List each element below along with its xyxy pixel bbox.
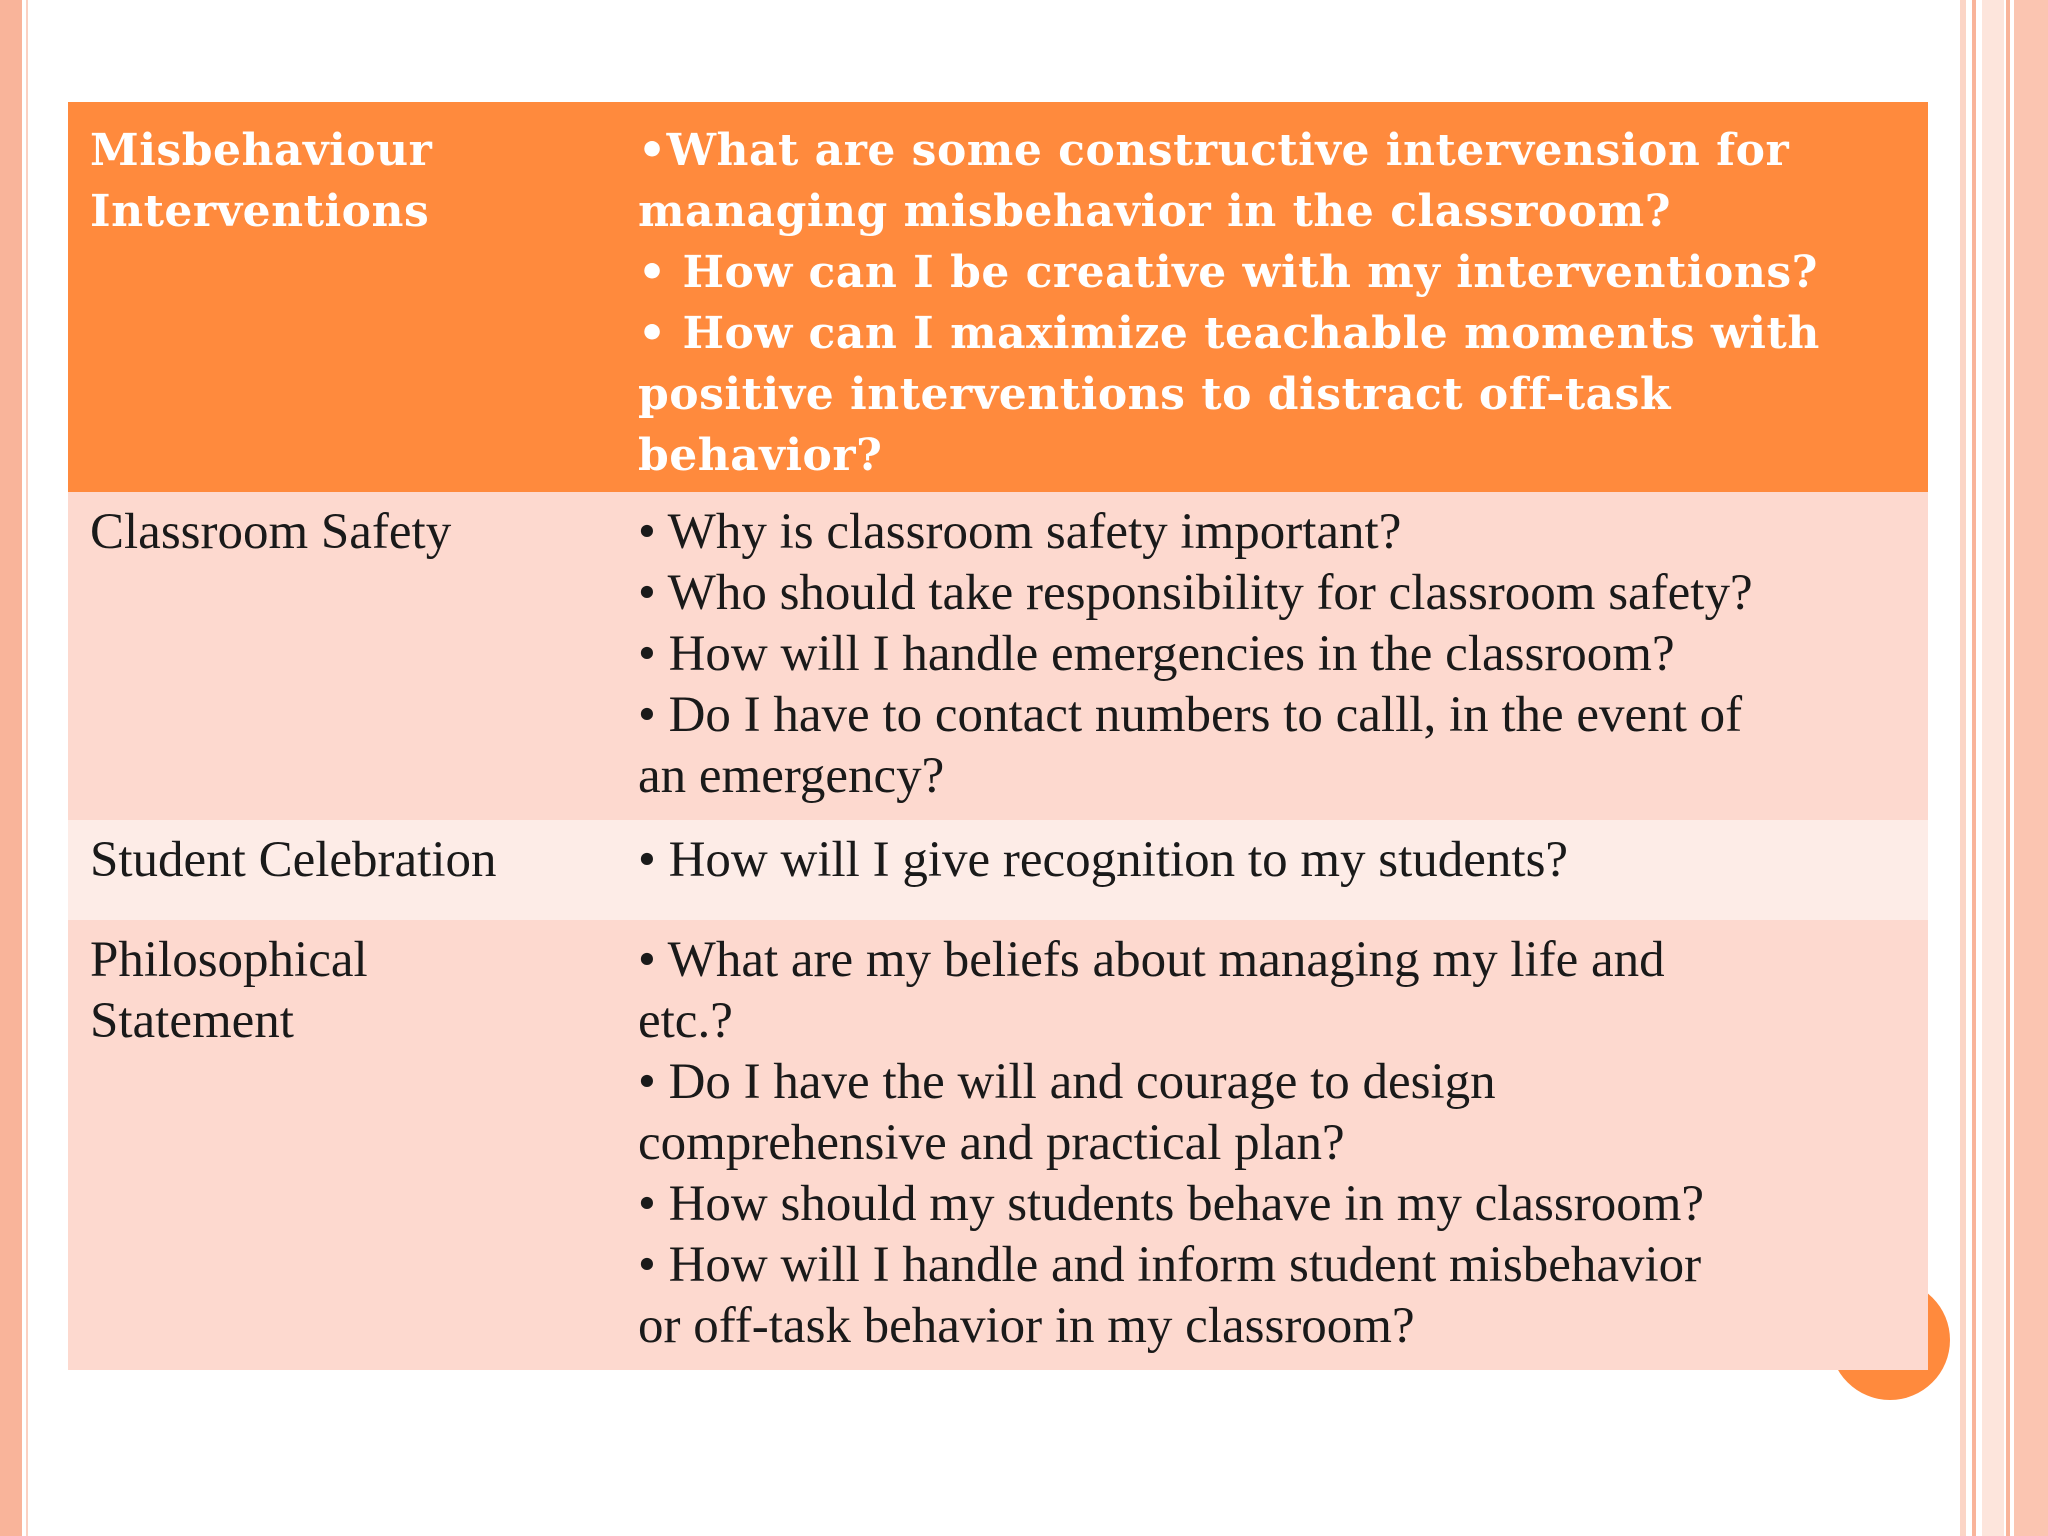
row-label-line: Classroom Safety xyxy=(90,504,452,560)
bullet-line: • Who should take responsibility for classroom safety? xyxy=(638,565,1753,621)
left-border-line xyxy=(26,0,28,1536)
bullet-line: • Why is classroom safety important? xyxy=(638,504,1402,560)
row-label-cell xyxy=(68,110,638,492)
row-label-line: Student Celebration xyxy=(90,832,497,888)
bullet-line: • Do I have the will and courage to design xyxy=(638,1054,1496,1110)
row-content-cell xyxy=(638,820,1928,920)
right-border-stripe xyxy=(2006,0,2010,1536)
bullet-line: • How will I handle and inform student misbehavior xyxy=(638,1237,1702,1293)
bullet-line: •What are some constructive intervension for xyxy=(638,125,1790,176)
row-label-line: Interventions xyxy=(90,186,430,237)
row-label-line: Misbehaviour xyxy=(90,125,433,176)
row-content-cell xyxy=(638,920,1928,1370)
bullet-line: • How will I handle emergencies in the classroom? xyxy=(638,626,1675,682)
bullet-line: • How can I be creative with my interventions? xyxy=(638,247,1818,298)
bullet-line: etc.? xyxy=(638,993,733,1049)
bullet-line: behavior? xyxy=(638,430,883,481)
bullet-line: • How will I give recognition to my students? xyxy=(638,832,1569,888)
table-row-misbehaviour xyxy=(68,102,1928,492)
table-row-student-celebration xyxy=(68,820,1928,920)
table-row-classroom-safety xyxy=(68,492,1928,820)
classroom-plan-table xyxy=(68,102,1928,1370)
bullet-line: managing misbehavior in the classroom? xyxy=(638,186,1671,237)
bullet-line: • What are my beliefs about managing my life and xyxy=(638,932,1665,988)
right-border-stripe xyxy=(1960,0,1966,1536)
right-border-stripe xyxy=(2014,0,2048,1536)
right-border-stripe xyxy=(1982,0,2004,1536)
row-label-cell xyxy=(68,492,638,820)
row-label-line: Philosophical xyxy=(90,932,368,988)
bullet-line: comprehensive and practical plan? xyxy=(638,1115,1345,1171)
table-row-philosophical-statement xyxy=(68,920,1928,1370)
bullet-line: • How should my students behave in my classroom? xyxy=(638,1176,1705,1232)
row-label-line: Statement xyxy=(90,993,294,1049)
bullet-line: or off-task behavior in my classroom? xyxy=(638,1298,1415,1354)
right-border-stripe xyxy=(1972,0,1976,1536)
left-border-bar xyxy=(0,0,22,1536)
row-label-cell xyxy=(68,920,638,1370)
row-content-cell xyxy=(638,492,1928,820)
bullet-line: positive interventions to distract off-task xyxy=(638,369,1671,420)
row-content-cell xyxy=(638,110,1928,492)
bullet-line: an emergency? xyxy=(638,748,945,804)
bullet-line: • Do I have to contact numbers to calll, in the event of xyxy=(638,687,1743,743)
row-label-cell xyxy=(68,820,638,920)
bullet-line: • How can I maximize teachable moments with xyxy=(638,308,1820,359)
